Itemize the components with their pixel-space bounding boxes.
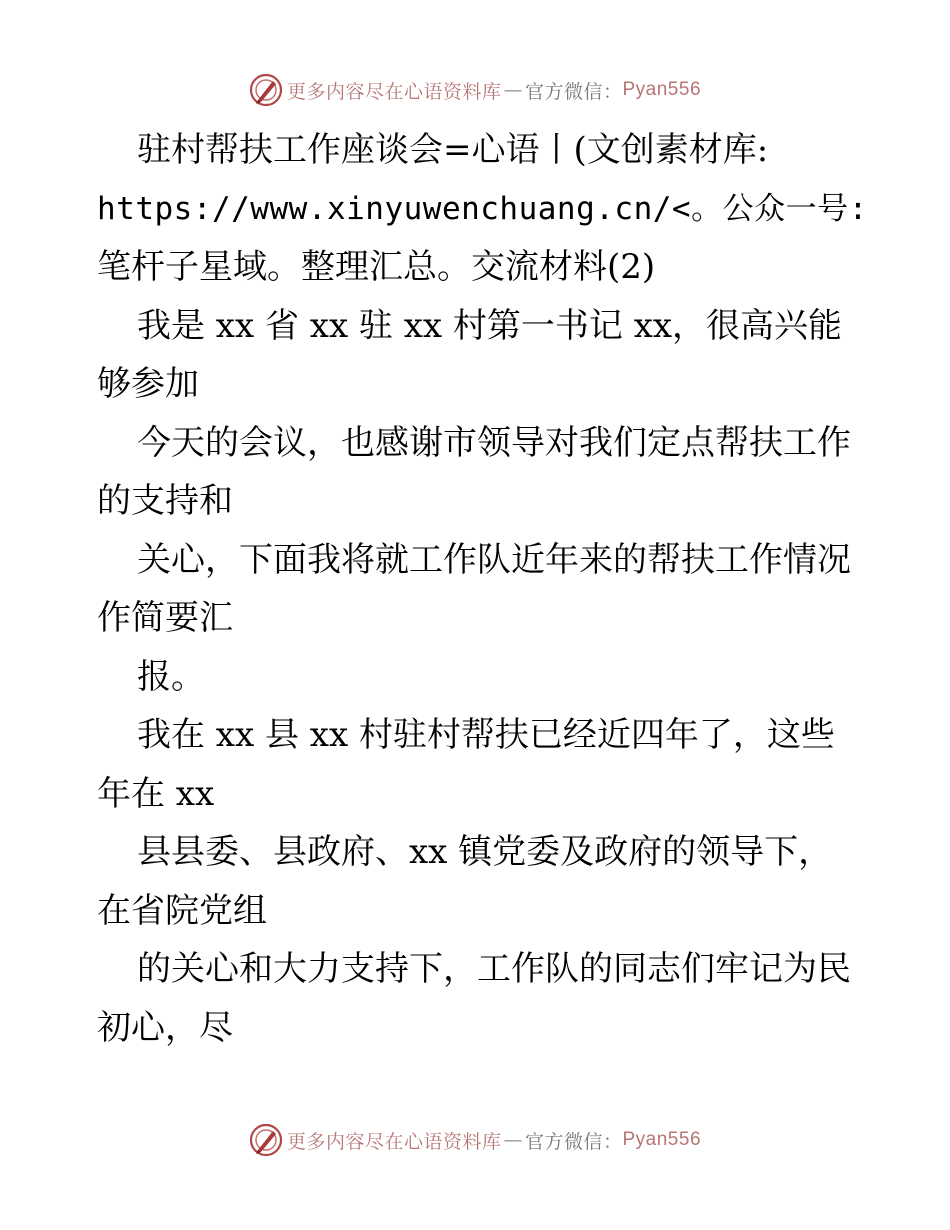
text-line: 够参加 — [97, 364, 199, 404]
banner-wechat-label: 官方微信： — [524, 80, 623, 103]
banner-dash: — — [503, 79, 523, 101]
pen-logo-icon — [249, 1123, 283, 1157]
banner-wechat-id: Pyan556 — [622, 79, 702, 100]
text-line: 今天的会议，也感谢市领导对我们定点帮扶工作 — [137, 422, 851, 463]
banner-wechat-label: 官方微信： — [524, 1130, 623, 1153]
text-line: 作简要汇 — [97, 598, 233, 638]
text-line: 我在 xx 县 xx 村驻村帮扶已经近四年了，这些 — [137, 715, 835, 755]
banner-wechat-id: Pyan556 — [622, 1129, 702, 1150]
banner-text: 更多内容尽在心语资料库 — [286, 80, 502, 103]
footer-banner — [0, 1120, 950, 1160]
url-line: https://www.xinyuwenchuang.cn/<。公众一号: — [97, 190, 868, 227]
text-line: 我是 xx 省 xx 驻 xx 村第一书记 xx，很高兴能 — [137, 305, 843, 346]
text-line: 驻村帮扶工作座谈会=心语丨(文创素材库: — [137, 130, 769, 170]
banner-dash: — — [503, 1129, 523, 1151]
text-line: 的关心和大力支持下，工作队的同志们牢记为民 — [137, 949, 851, 989]
text-line: 县县委、县政府、xx 镇党委及政府的领导下， — [137, 832, 833, 872]
text-line: 年在 xx — [97, 773, 215, 814]
text-line: 的支持和 — [97, 481, 233, 521]
banner-text: 更多内容尽在心语资料库 — [286, 1130, 502, 1153]
text-line: 报。 — [137, 656, 205, 697]
text-line: 初心，尽 — [97, 1007, 233, 1048]
pen-logo-icon — [249, 73, 283, 107]
text-line: 笔杆子星域。整理汇总。交流材料(2) — [97, 247, 656, 287]
text-line: 在省院党组 — [97, 890, 267, 931]
document-body — [97, 121, 887, 1057]
text-line: 关心，下面我将就工作队近年来的帮扶工作情况 — [137, 539, 851, 580]
header-banner — [0, 70, 950, 110]
